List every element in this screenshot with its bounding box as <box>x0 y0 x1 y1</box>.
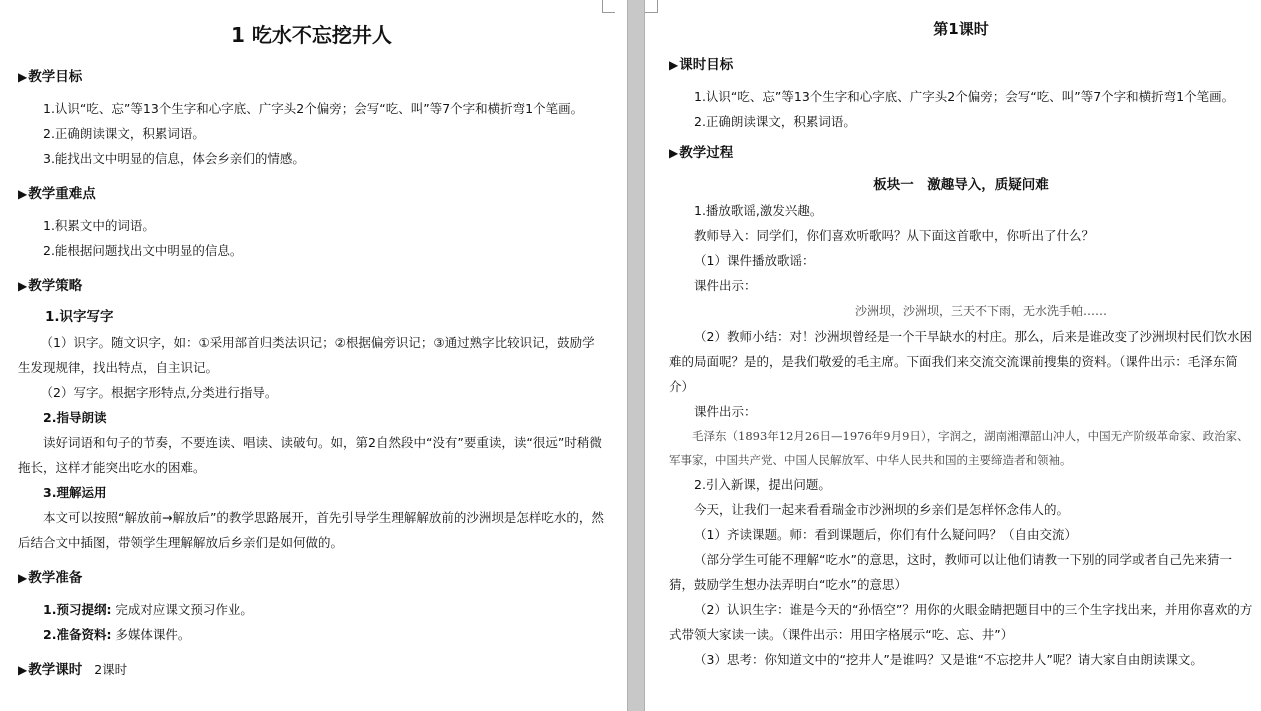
section-heading-prep: ▶教学准备 <box>18 570 83 586</box>
goal-item: 2.正确朗读课文，积累词语。 <box>43 126 205 141</box>
section-heading-hours: ▶教学课时 2课时 <box>18 662 128 678</box>
strategy-paragraph: 本文可以按照“解放前→解放后”的教学思路展开，首先引导学生理解解放前的沙洲坝是怎样吃水的，然后结合文中插图，带领学生理解解放后乡亲们是如何做的。 <box>18 510 604 550</box>
process-paragraph: 今天，让我们一起来看看瑞金市沙洲坝的乡亲们是怎样怀念伟人的。 <box>694 502 1070 517</box>
page-content <box>18 0 605 683</box>
strategy-paragraph: 读好词语和句子的节奏，不要连读、唱读、读破句。如，第2自然段中“没有”要重读，读“很远”时稍微拖长，这样才能突出吃水的困难。 <box>18 435 602 475</box>
arrow-icon: ▶ <box>18 187 28 201</box>
biography-text: 毛泽东（1893年12月26日—1976年9月9日），字润之，湖南湘潭韶山冲人，中国无产阶级革命家、政治家、军事家，中国共产党、中国人民解放军、中华人民共和国的主要缔造者和领袖。 <box>669 429 1249 467</box>
strategy-subtitle: 3.理解运用 <box>43 485 107 500</box>
arrow-icon: ▶ <box>18 70 28 84</box>
block-title: 板块一 激趣导入，质疑问难 <box>873 177 1049 193</box>
goal-item: 3.能找出文中明显的信息，体会乡亲们的情感。 <box>43 151 305 166</box>
strategy-subtitle: 2.指导朗读 <box>43 410 107 425</box>
section-heading-strategy: ▶教学策略 <box>18 278 83 294</box>
process-paragraph: （部分学生可能不理解“吃水”的意思，这时，教师可以让他们请教一下别的同学或者自己先来猜一猜，鼓励学生想办法弄明白“吃水”的意思） <box>669 552 1232 592</box>
process-paragraph: （1）课件播放歌谣： <box>694 253 815 268</box>
arrow-icon: ▶ <box>18 571 28 585</box>
process-paragraph: 课件出示： <box>694 404 757 419</box>
process-paragraph: 1.播放歌谣,激发兴趣。 <box>694 203 823 218</box>
strategy-paragraph: （1）识字。随文识字，如：①采用部首归类法识记；②根据偏旁识记；③通过熟字比较识记，鼓励学生发现规律，找出特点，自主识记。 <box>18 335 595 375</box>
lesson-title: 1 吃水不忘挖井人 <box>231 23 392 47</box>
strategy-subtitle: 1.识字写字 <box>45 309 114 325</box>
goal-item: 1.认识“吃、忘”等13个生字和心字底、广字头2个偏旁；会写“吃、叫”等7个字和横折弯1个笔画。 <box>43 101 584 116</box>
section-heading-keypoints: ▶教学重难点 <box>18 186 96 202</box>
process-paragraph: 课件出示： <box>694 278 757 293</box>
prep-item: 2.准备资料: 多媒体课件。 <box>43 627 191 642</box>
arrow-icon: ▶ <box>669 146 679 160</box>
prep-item: 1.预习提纲: 完成对应课文预习作业。 <box>43 602 253 617</box>
arrow-icon: ▶ <box>18 279 28 293</box>
strategy-paragraph: （2）写字。根据字形特点,分类进行指导。 <box>40 385 278 400</box>
keypoint-item: 1.积累文中的词语。 <box>43 218 155 233</box>
process-paragraph: （2）教师小结：对！沙洲坝曾经是一个干旱缺水的村庄。那么，后来是谁改变了沙洲坝村民们饮水困难的局面呢？是的，是我们敬爱的毛主席。下面我们来交流交流课前搜集的资料。（课件出示：毛泽东简介） <box>669 329 1252 394</box>
keypoint-item: 2.能根据问题找出文中明显的信息。 <box>43 243 243 258</box>
document-page-left <box>0 0 627 711</box>
period-title: 第1课时 <box>933 20 989 38</box>
page-corner-mark <box>645 0 658 13</box>
document-page-right <box>645 0 1261 711</box>
goal-item: 2.正确朗读课文，积累词语。 <box>694 114 856 129</box>
page-gutter <box>627 0 645 711</box>
process-paragraph: 教师导入：同学们，你们喜欢听歌吗？从下面这首歌中，你听出了什么？ <box>694 228 1095 243</box>
process-paragraph: 2.引入新课，提出问题。 <box>694 477 831 492</box>
process-paragraph: （2）认识生字：谁是今天的“孙悟空”？用你的火眼金睛把题目中的三个生字找出来，并用你喜欢的方式带领大家读一读。（课件出示：用田字格展示“吃、忘、井”） <box>669 602 1253 642</box>
section-heading-process: ▶教学过程 <box>669 145 734 161</box>
hours-value: 2课时 <box>94 662 128 677</box>
process-paragraph: （1）齐读课题。师：看到课题后，你们有什么疑问吗？（自由交流） <box>694 527 1077 542</box>
process-paragraph: （3）思考：你知道文中的“挖井人”是谁吗？又是谁“不忘挖井人”呢？请大家自由朗读课文。 <box>694 652 1203 667</box>
song-quote: 沙洲坝，沙洲坝，三天不下雨，无水洗手帕…… <box>854 304 1107 318</box>
arrow-icon: ▶ <box>669 58 679 72</box>
section-heading-goals: ▶教学目标 <box>18 69 83 85</box>
goal-item: 1.认识“吃、忘”等13个生字和心字底、广字头2个偏旁；会写“吃、叫”等7个字和横折弯1个笔画。 <box>694 89 1235 104</box>
arrow-icon: ▶ <box>18 663 28 677</box>
section-heading-period-goals: ▶课时目标 <box>669 57 734 73</box>
page-content <box>669 0 1253 672</box>
